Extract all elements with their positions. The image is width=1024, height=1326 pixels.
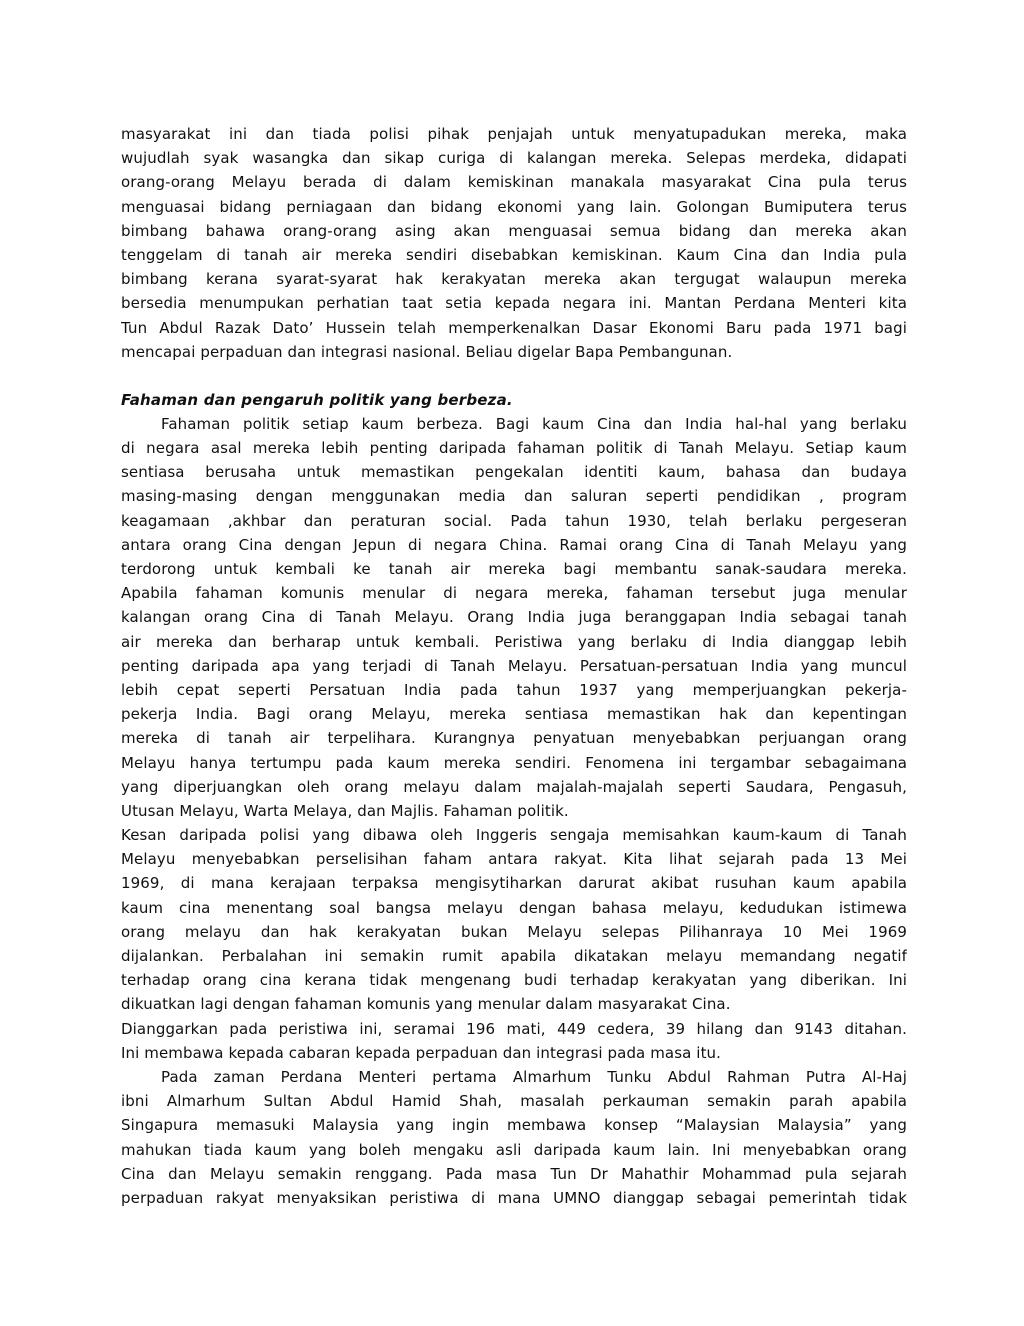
paragraph-intro — [121, 122, 907, 364]
text-line: Apabila fahaman komunis menular di negara mereka, fahaman tersebut juga menular — [121, 584, 907, 603]
text-line: bimbang bahawa orang-orang asing akan menguasai semua bidang dan mereka akan — [121, 221, 907, 240]
text-line: Kesan daripada polisi yang dibawa oleh Inggeris sengaja memisahkan kaum-kaum di Tanah — [121, 826, 907, 845]
paragraph-prime-ministers — [121, 1065, 907, 1210]
text-line: Tun Abdul Razak Dato’ Hussein telah memperkenalkan Dasar Ekonomi Baru pada 1971 bagi — [121, 318, 907, 337]
text-line: dikuatkan lagi dengan fahaman komunis yang menular dalam masyarakat Cina. — [121, 995, 731, 1014]
text-line: Dianggarkan pada peristiwa ini, seramai 196 mati, 449 cedera, 39 hilang dan 9143 ditahan. — [121, 1019, 907, 1038]
document-body — [121, 122, 907, 1210]
text-line: Utusan Melayu, Warta Melaya, dan Majlis. Fahaman politik. — [121, 801, 569, 820]
text-line: Melayu hanya tertumpu pada kaum mereka sendiri. Fenomena ini tergambar sebagaimana — [121, 753, 907, 772]
text-line: yang diperjuangkan oleh orang melayu dalam majalah-majalah seperti Saudara, Pengasuh, — [121, 777, 907, 796]
text-line: tenggelam di tanah air mereka sendiri disebabkan kemiskinan. Kaum Cina dan India pula — [121, 245, 907, 264]
text-line: air mereka dan berharap untuk kembali. Peristiwa yang berlaku di India dianggap lebih — [121, 632, 907, 651]
paragraph-political-views — [121, 412, 907, 823]
text-line: lebih cepat seperti Persatuan India pada tahun 1937 yang memperjuangkan pekerja- — [121, 680, 907, 699]
text-line: orang-orang Melayu berada di dalam kemiskinan manakala masyarakat Cina pula terus — [121, 173, 907, 192]
text-line: dijalankan. Perbalahan ini semakin rumit apabila dikatakan melayu memandang negatif — [121, 947, 907, 965]
text-line: bimbang kerana syarat-syarat hak kerakyatan mereka akan tergugat walaupun mereka — [121, 270, 907, 289]
text-line: Melayu menyebabkan perselisihan faham antara rakyat. Kita lihat sejarah pada 13 Mei — [121, 850, 907, 869]
paragraph-gap — [121, 364, 907, 388]
text-line: menguasai bidang perniagaan dan bidang ekonomi yang lain. Golongan Bumiputera terus — [121, 197, 907, 216]
section-heading: Fahaman dan pengaruh politik yang berbeza. — [121, 390, 513, 409]
text-line: Cina dan Melayu semakin renggang. Pada masa Tun Dr Mahathir Mohammad pula sejarah — [121, 1164, 907, 1183]
text-line: pekerja India. Bagi orang Melayu, mereka sentiasa memastikan hak dan kepentingan — [121, 705, 907, 724]
text-line: masyarakat ini dan tiada polisi pihak penjajah untuk menyatupadukan mereka, maka — [121, 125, 907, 143]
text-line: bersedia menumpukan perhatian taat setia kepada negara ini. Mantan Perdana Menteri kita — [121, 294, 907, 313]
text-line: perpaduan rakyat menyaksikan peristiwa di mana UMNO dianggap sebagai pemerintah tidak — [121, 1188, 907, 1207]
text-line: mencapai perpaduan dan integrasi nasional. Beliau digelar Bapa Pembangunan. — [121, 342, 733, 361]
text-line: Ini membawa kepada cabaran kepada perpaduan dan integrasi pada masa itu. — [121, 1043, 722, 1062]
text-line: Pada zaman Perdana Menteri pertama Almarhum Tunku Abdul Rahman Putra Al-Haj — [161, 1067, 907, 1086]
text-line: kalangan orang Cina di Tanah Melayu. Orang India juga beranggapan India sebagai tanah — [121, 608, 907, 627]
paragraph-consequences — [121, 823, 907, 1065]
text-line: penting daripada apa yang terjadi di Tanah Melayu. Persatuan-persatuan India yang muncul — [121, 656, 907, 675]
text-line: 1969, di mana kerajaan terpaksa mengisytiharkan darurat akibat rusuhan kaum apabila — [121, 874, 907, 893]
text-line: ibni Almarhum Sultan Abdul Hamid Shah, masalah perkauman semakin parah apabila — [121, 1092, 907, 1111]
text-line: kaum cina menentang soal bangsa melayu dengan bahasa melayu, kedudukan istimewa — [121, 898, 907, 917]
text-line: keagamaan ,akhbar dan peraturan social. Pada tahun 1930, telah berlaku pergeseran — [121, 511, 907, 530]
text-line: terhadap orang cina kerana tidak mengenang budi terhadap kerakyatan yang diberikan. Ini — [121, 971, 907, 990]
text-line: terdorong untuk kembali ke tanah air mereka bagi membantu sanak-saudara mereka. — [121, 560, 907, 578]
text-line: di negara asal mereka lebih penting daripada fahaman politik di Tanah Melayu. Setiap kaum — [121, 439, 907, 458]
text-line: mahukan tiada kaum yang boleh mengaku asli daripada kaum lain. Ini menyebabkan orang — [121, 1140, 907, 1159]
text-line: mereka di tanah air terpelihara. Kurangnya penyatuan menyebabkan perjuangan orang — [121, 729, 907, 748]
text-line: Singapura memasuki Malaysia yang ingin membawa konsep “Malaysian Malaysia” yang — [121, 1116, 907, 1135]
text-line: sentiasa berusaha untuk memastikan pengekalan identiti kaum, bahasa dan budaya — [121, 463, 907, 482]
text-line: masing-masing dengan menggunakan media dan saluran seperti pendidikan , program — [121, 487, 907, 506]
text-line: wujudlah syak wasangka dan sikap curiga di kalangan mereka. Selepas merdeka, didapati — [121, 149, 907, 168]
text-line: orang melayu dan hak kerakyatan bukan Melayu selepas Pilihanraya 10 Mei 1969 — [121, 922, 907, 941]
text-line: Fahaman politik setiap kaum berbeza. Bagi kaum Cina dan India hal-hal yang berlaku — [161, 414, 907, 433]
text-line: antara orang Cina dengan Jepun di negara China. Ramai orang Cina di Tanah Melayu yang — [121, 535, 907, 554]
